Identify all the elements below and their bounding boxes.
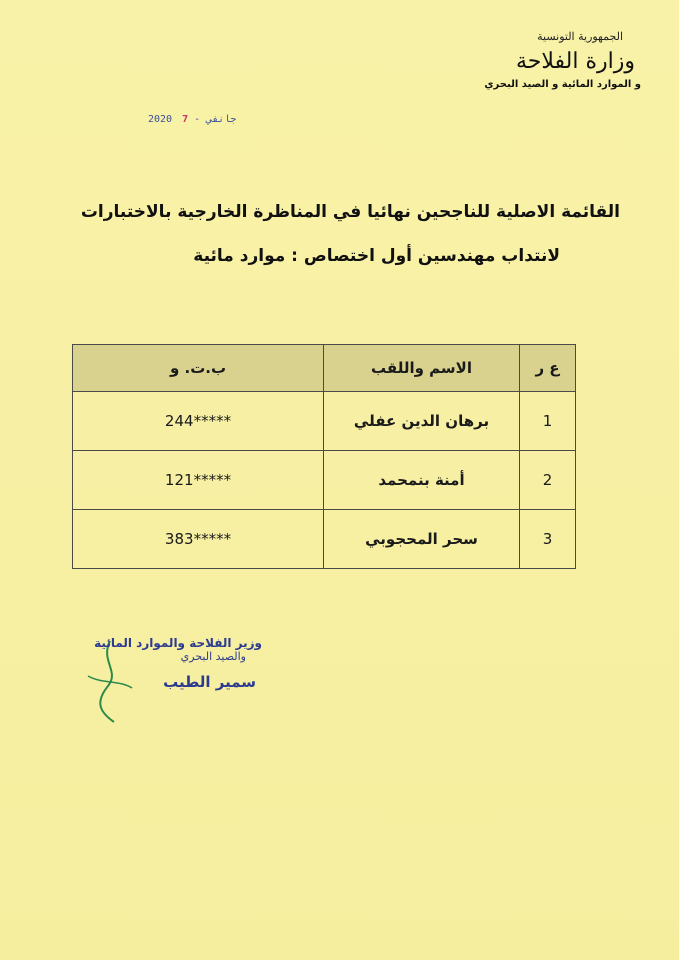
date-day: 7: [182, 114, 189, 125]
republic-label: الجمهورية التونسية: [537, 30, 623, 43]
ministry-name: وزارة الفلاحة: [516, 49, 635, 74]
header-index: ع ر: [520, 345, 576, 392]
table-row: [73, 451, 576, 510]
row-index: 1: [520, 392, 576, 451]
signature-name: سمير الطيب: [163, 673, 256, 691]
title-line-1: القائمة الاصلية للناجحين نهائيا في المناظرة الخارجية بالاختبارات: [80, 202, 620, 222]
header-name: الاسم واللقب: [324, 345, 520, 392]
document-title: [60, 190, 620, 278]
row-cin: *****121: [73, 451, 324, 510]
signature-title-1: وزير الفلاحة والموارد المائية: [94, 636, 262, 650]
row-name: برهان الدين عفلي: [324, 392, 520, 451]
ministry-subtitle: و الموارد المائية و الصيد البحري: [484, 79, 641, 90]
date-month: جانفي: [206, 114, 237, 125]
row-cin: *****383: [73, 510, 324, 569]
table-header-row: [73, 345, 576, 392]
results-table: [72, 344, 576, 569]
signature-title-2: والصيد البحري: [180, 650, 246, 663]
table-row: [73, 510, 576, 569]
header-cin: ب.ت. و: [73, 345, 324, 392]
date-stamp: 2020 جانفي - 7: [148, 114, 237, 125]
row-name: سحر المحجوبي: [324, 510, 520, 569]
title-line-2: لانتداب مهندسين أول اختصاص : موارد مائية: [193, 246, 560, 266]
date-year: 2020: [148, 114, 173, 125]
row-cin: *****244: [73, 392, 324, 451]
table-row: [73, 392, 576, 451]
row-index: 3: [520, 510, 576, 569]
signature-block: [82, 636, 262, 691]
row-name: أمنة بنمحمد: [324, 451, 520, 510]
letterhead: [471, 30, 641, 90]
row-index: 2: [520, 451, 576, 510]
